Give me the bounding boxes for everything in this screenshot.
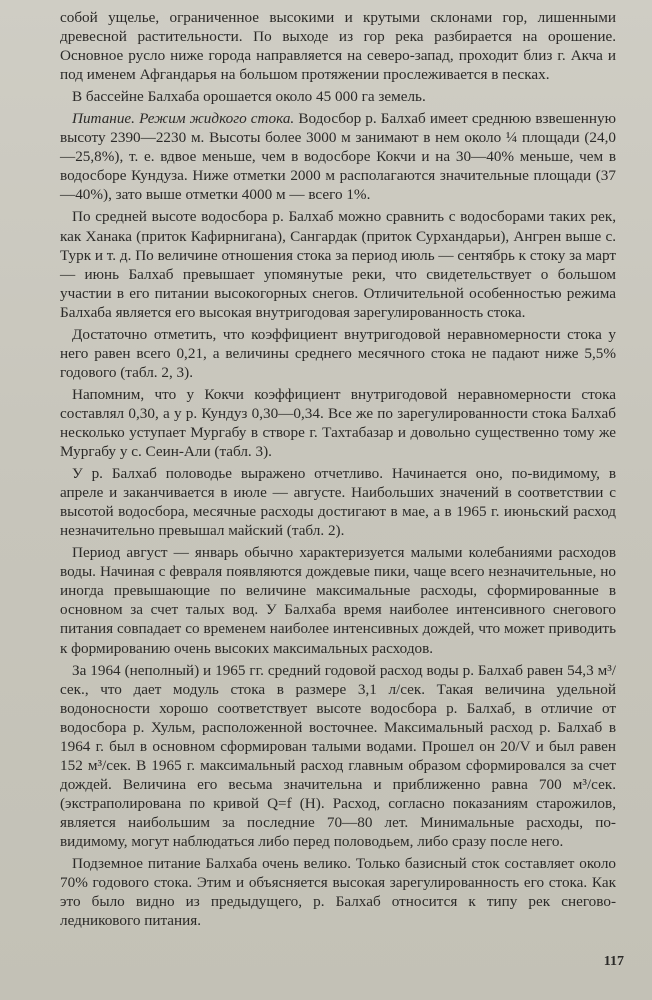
paragraph-text: По средней высоте водосбора р. Балхаб можно сравнить с водосборами таких рек, как Ханака (приток Кафирнигана), Сангардак (приток Сурхандарьи), Ангрен выше с. Турк и т. д. По величине отношения стока за период июль — сентябрь к стоку за март — июнь Балхаб превышает упомянутые реки, что свидетельствует о большом участии в его питании высокогорных снегов. Отличительной особенностью режима Балхаба является его высокая внутригодовая зарегулированность стока.: [60, 208, 616, 321]
text-column: [60, 8, 616, 930]
paragraph-text: Подземное питание Балхаба очень велико. Только базисный сток составляет около 70% годового стока. Этим и объясняется высокая зарегулированность его стока. Как это было видно из предыдущего, р. Балхаб относится к типу рек снегово-ледникового питания.: [60, 855, 616, 930]
paragraph-text: В бассейне Балхаба орошается около 45 000 га земель.: [72, 88, 426, 106]
paragraph: [60, 87, 616, 106]
paragraph: [60, 543, 616, 657]
paragraph-text: Водосбор р. Балхаб имеет среднюю взвешенную высоту 2390—2230 м. Высоты более 3000 м занимают в нем около ¼ площади (24,0—25,8%), т. е. вдвое меньше, чем в водосборе Кокчи и на 30—40% меньше, чем в водосборе Кундуза. Ниже отметки 2000 м располагаются значительные площади (37—40%), зато выше отметки 4000 м — всего 1%.: [60, 110, 616, 204]
paragraph-text: Период август — январь обычно характеризуется малыми колебаниями расходов воды. Начиная с февраля появляются дождевые пики, чаще всего незначительные, но иногда превышающие по величине максимальные расходы, сформированные в основном за счет талых вод. У Балхаба время наиболее интенсивного снегового питания совпадает со временем наиболее интенсивных дождей, что может приводить к формированию очень высоких максимальных расходов.: [60, 544, 616, 657]
section-lead-in: Питание. Режим жидкого стока.: [72, 110, 295, 128]
paragraph-text: собой ущелье, ограниченное высокими и крутыми склонами гор, лишенными древесной растительности. По выходе из гор река разбирается на орошение. Основное русло ниже города направляется на северо-запад, проходит близ г. Акча и под именем Афгандарья на большом протяжении прослеживается в песках.: [60, 9, 616, 84]
paragraph-text: У р. Балхаб половодье выражено отчетливо. Начинается оно, по-видимому, в апреле и заканчивается в июле — августе. Наибольших значений в соответствии с высотой водосбора, месячные расходы достигают в мае, а в 1965 г. июньский расход незначительно превышал майский (табл. 2).: [60, 465, 616, 540]
paragraph: [60, 854, 616, 930]
paragraph: [60, 325, 616, 382]
paragraph: [60, 8, 616, 84]
paragraph: [60, 661, 616, 851]
paragraph: [60, 385, 616, 461]
paragraph-text: За 1964 (неполный) и 1965 гг. средний годовой расход воды р. Балхаб равен 54,3 м³/сек., что дает модуль стока в размере 3,1 л/сек. Такая величина удельной водоносности хорошо соответствует высоте водосбора р. Балхаб, в отличие от водосбора р. Хульм, расположенной восточнее. Максимальный расход р. Балхаб в 1964 г. был в основном сформирован талыми водами. Прошел он 20/V и был равен 152 м³/сек. В 1965 г. максимальный расход главным образом сформировался за счет дождей. Величина его весьма значительна и приближенно равна 700 м³/сек. (экстраполирована по кривой Q=f (H). Расход, согласно показаниям старожилов, является наибольшим за последние 70—80 лет. Минимальные расходы, по-видимому, могут наблюдаться либо перед половодьем, либо сразу после него.: [60, 661, 616, 850]
paragraph: [60, 109, 616, 204]
page-number: 117: [603, 954, 624, 969]
paragraph-text: Напомним, что у Кокчи коэффициент внутригодовой неравномерности стока составлял 0,30, а у р. Кундуз 0,30—0,34. Все же по зарегулированности стока Балхаб несколько уступает Мургабу в створе г. Тахтабазар и довольно существенно тому же Мургабу у с. Сеин-Али (табл. 3).: [60, 385, 616, 461]
paragraph: [60, 207, 616, 321]
paragraph-text: Достаточно отметить, что коэффициент внутригодовой неравномерности стока у него равен всего 0,21, а величины среднего месячного стока не падают ниже 5,5% годового (табл. 2, 3).: [60, 325, 616, 381]
paragraph: [60, 464, 616, 540]
